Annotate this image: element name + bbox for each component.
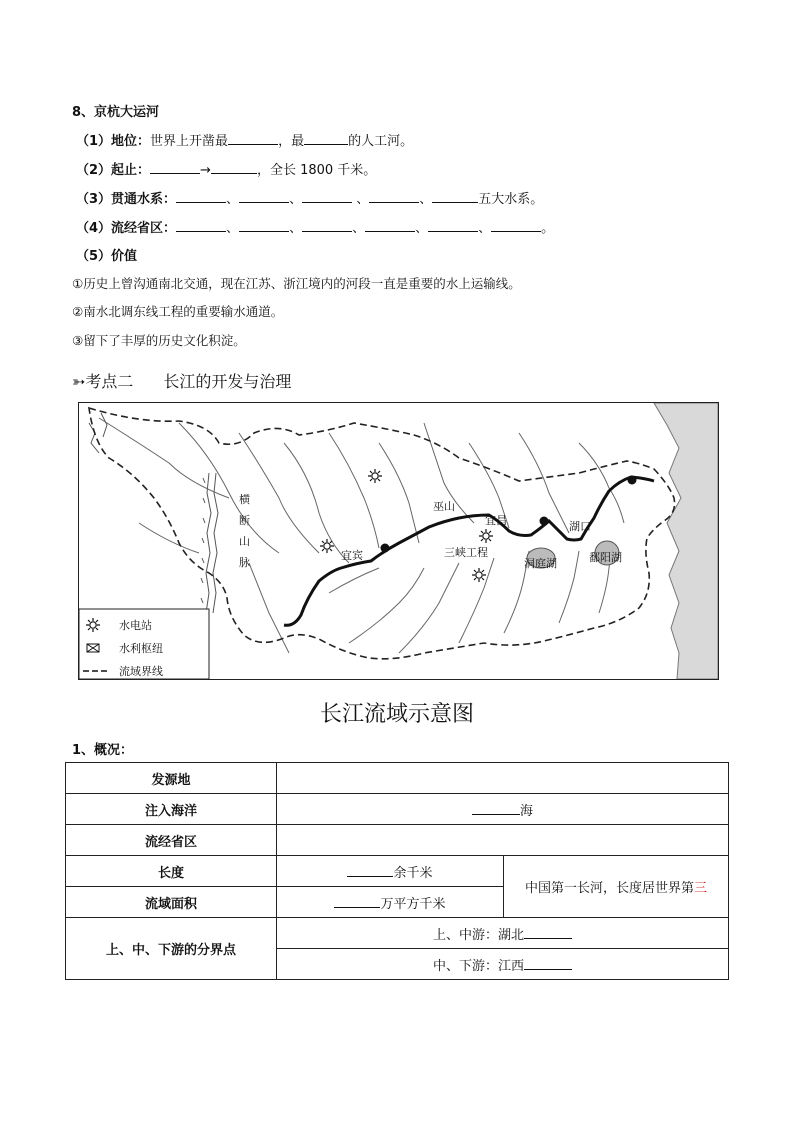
overview-title: 1、概况： bbox=[72, 743, 134, 758]
answer-blank[interactable] bbox=[369, 191, 419, 203]
place-label: 湖口 bbox=[569, 520, 591, 533]
mountain-label: 脉 bbox=[239, 556, 250, 569]
place-label: 宜宾 bbox=[341, 549, 363, 562]
row-label: 长度 bbox=[66, 856, 277, 887]
hydro-station-icon bbox=[86, 618, 100, 632]
answer-blank[interactable] bbox=[432, 191, 478, 203]
table-row bbox=[66, 794, 729, 825]
answer-cell: 海 bbox=[277, 794, 729, 825]
answer-blank[interactable] bbox=[524, 927, 572, 939]
answer-blank[interactable] bbox=[211, 162, 257, 174]
answer-blank[interactable] bbox=[365, 220, 415, 232]
answer-cell[interactable] bbox=[277, 825, 729, 856]
table-row bbox=[66, 918, 729, 949]
item-provinces: （4）流经省区： 、 、 、 、 、 。 bbox=[76, 221, 555, 236]
mountain-label: 山 bbox=[239, 535, 250, 548]
row-label: 流域面积 bbox=[66, 887, 277, 918]
item-status: （1）地位：世界上开凿最 ，最 的人工河。 bbox=[76, 134, 414, 149]
answer-blank[interactable] bbox=[176, 191, 226, 203]
mountain-pattern bbox=[89, 413, 218, 613]
overview-table bbox=[65, 762, 729, 980]
answer-cell: 余千米 bbox=[277, 856, 504, 887]
table-row bbox=[66, 825, 729, 856]
answer-cell[interactable] bbox=[277, 763, 729, 794]
table-row bbox=[66, 763, 729, 794]
answer-cell: 万平方千米 bbox=[277, 887, 504, 918]
item-start-end: （2）起止： → ，全长 1800 千米。 bbox=[76, 163, 377, 178]
topic-heading bbox=[72, 369, 291, 392]
answer-blank[interactable] bbox=[302, 220, 352, 232]
answer-blank[interactable] bbox=[239, 220, 289, 232]
yangtze-basin-map bbox=[78, 402, 719, 680]
mountain-label: 断 bbox=[239, 514, 250, 527]
place-label: 宜昌 bbox=[485, 514, 507, 527]
row-label: 注入海洋 bbox=[66, 794, 277, 825]
answer-blank[interactable] bbox=[491, 220, 541, 232]
row-label: 发源地 bbox=[66, 763, 277, 794]
item-value-heading: （5）价值 bbox=[76, 249, 138, 264]
answer-blank[interactable] bbox=[524, 958, 572, 970]
answer-blank[interactable] bbox=[239, 191, 289, 203]
answer-cell: 上、中游：湖北 bbox=[277, 918, 729, 949]
value-line: ①历史上曾沟通南北交通，现在江苏、浙江境内的河段一直是重要的水上运输线。 bbox=[72, 276, 521, 291]
answer-cell: 中、下游：江西 bbox=[277, 949, 729, 980]
place-label: 鄱阳湖 bbox=[589, 551, 622, 564]
svg-text:流域界线: 流域界线 bbox=[119, 665, 163, 678]
section-title: 8、京杭大运河 bbox=[72, 105, 160, 120]
answer-blank[interactable] bbox=[472, 803, 520, 815]
topic-number: 考点二 bbox=[85, 372, 134, 391]
row-label: 上、中、下游的分界点 bbox=[66, 918, 277, 980]
answer-blank[interactable] bbox=[176, 220, 226, 232]
answer-blank[interactable] bbox=[228, 133, 278, 145]
svg-text:水利枢纽: 水利枢纽 bbox=[119, 642, 163, 655]
place-label: 三峡工程 bbox=[444, 546, 488, 559]
answer-blank[interactable] bbox=[347, 865, 393, 877]
note-cell: 中国第一长河，长度居世界第三 bbox=[504, 856, 729, 918]
arrow-icon: ➳ bbox=[72, 372, 86, 391]
value-line: ③留下了丰厚的历史文化积淀。 bbox=[72, 333, 246, 348]
place-label: 巫山 bbox=[433, 500, 455, 513]
place-label: 洞庭湖 bbox=[524, 557, 557, 570]
answer-blank[interactable] bbox=[150, 162, 200, 174]
topic-title: 长江的开发与治理 bbox=[163, 372, 292, 391]
value-line: ②南水北调东线工程的重要输水通道。 bbox=[72, 304, 284, 319]
answer-blank[interactable] bbox=[428, 220, 478, 232]
mountain-label: 横 bbox=[239, 493, 250, 506]
row-label: 流经省区 bbox=[66, 825, 277, 856]
answer-blank[interactable] bbox=[304, 133, 348, 145]
map-legend bbox=[79, 609, 209, 679]
svg-text:水电站: 水电站 bbox=[119, 619, 152, 632]
answer-blank[interactable] bbox=[302, 191, 352, 203]
answer-blank[interactable] bbox=[334, 896, 380, 908]
item-water-systems: （3）贯通水系： 、 、 、 、 五大水系。 bbox=[76, 192, 544, 207]
table-row bbox=[66, 856, 729, 887]
map-title: 长江流域示意图 bbox=[319, 702, 474, 727]
